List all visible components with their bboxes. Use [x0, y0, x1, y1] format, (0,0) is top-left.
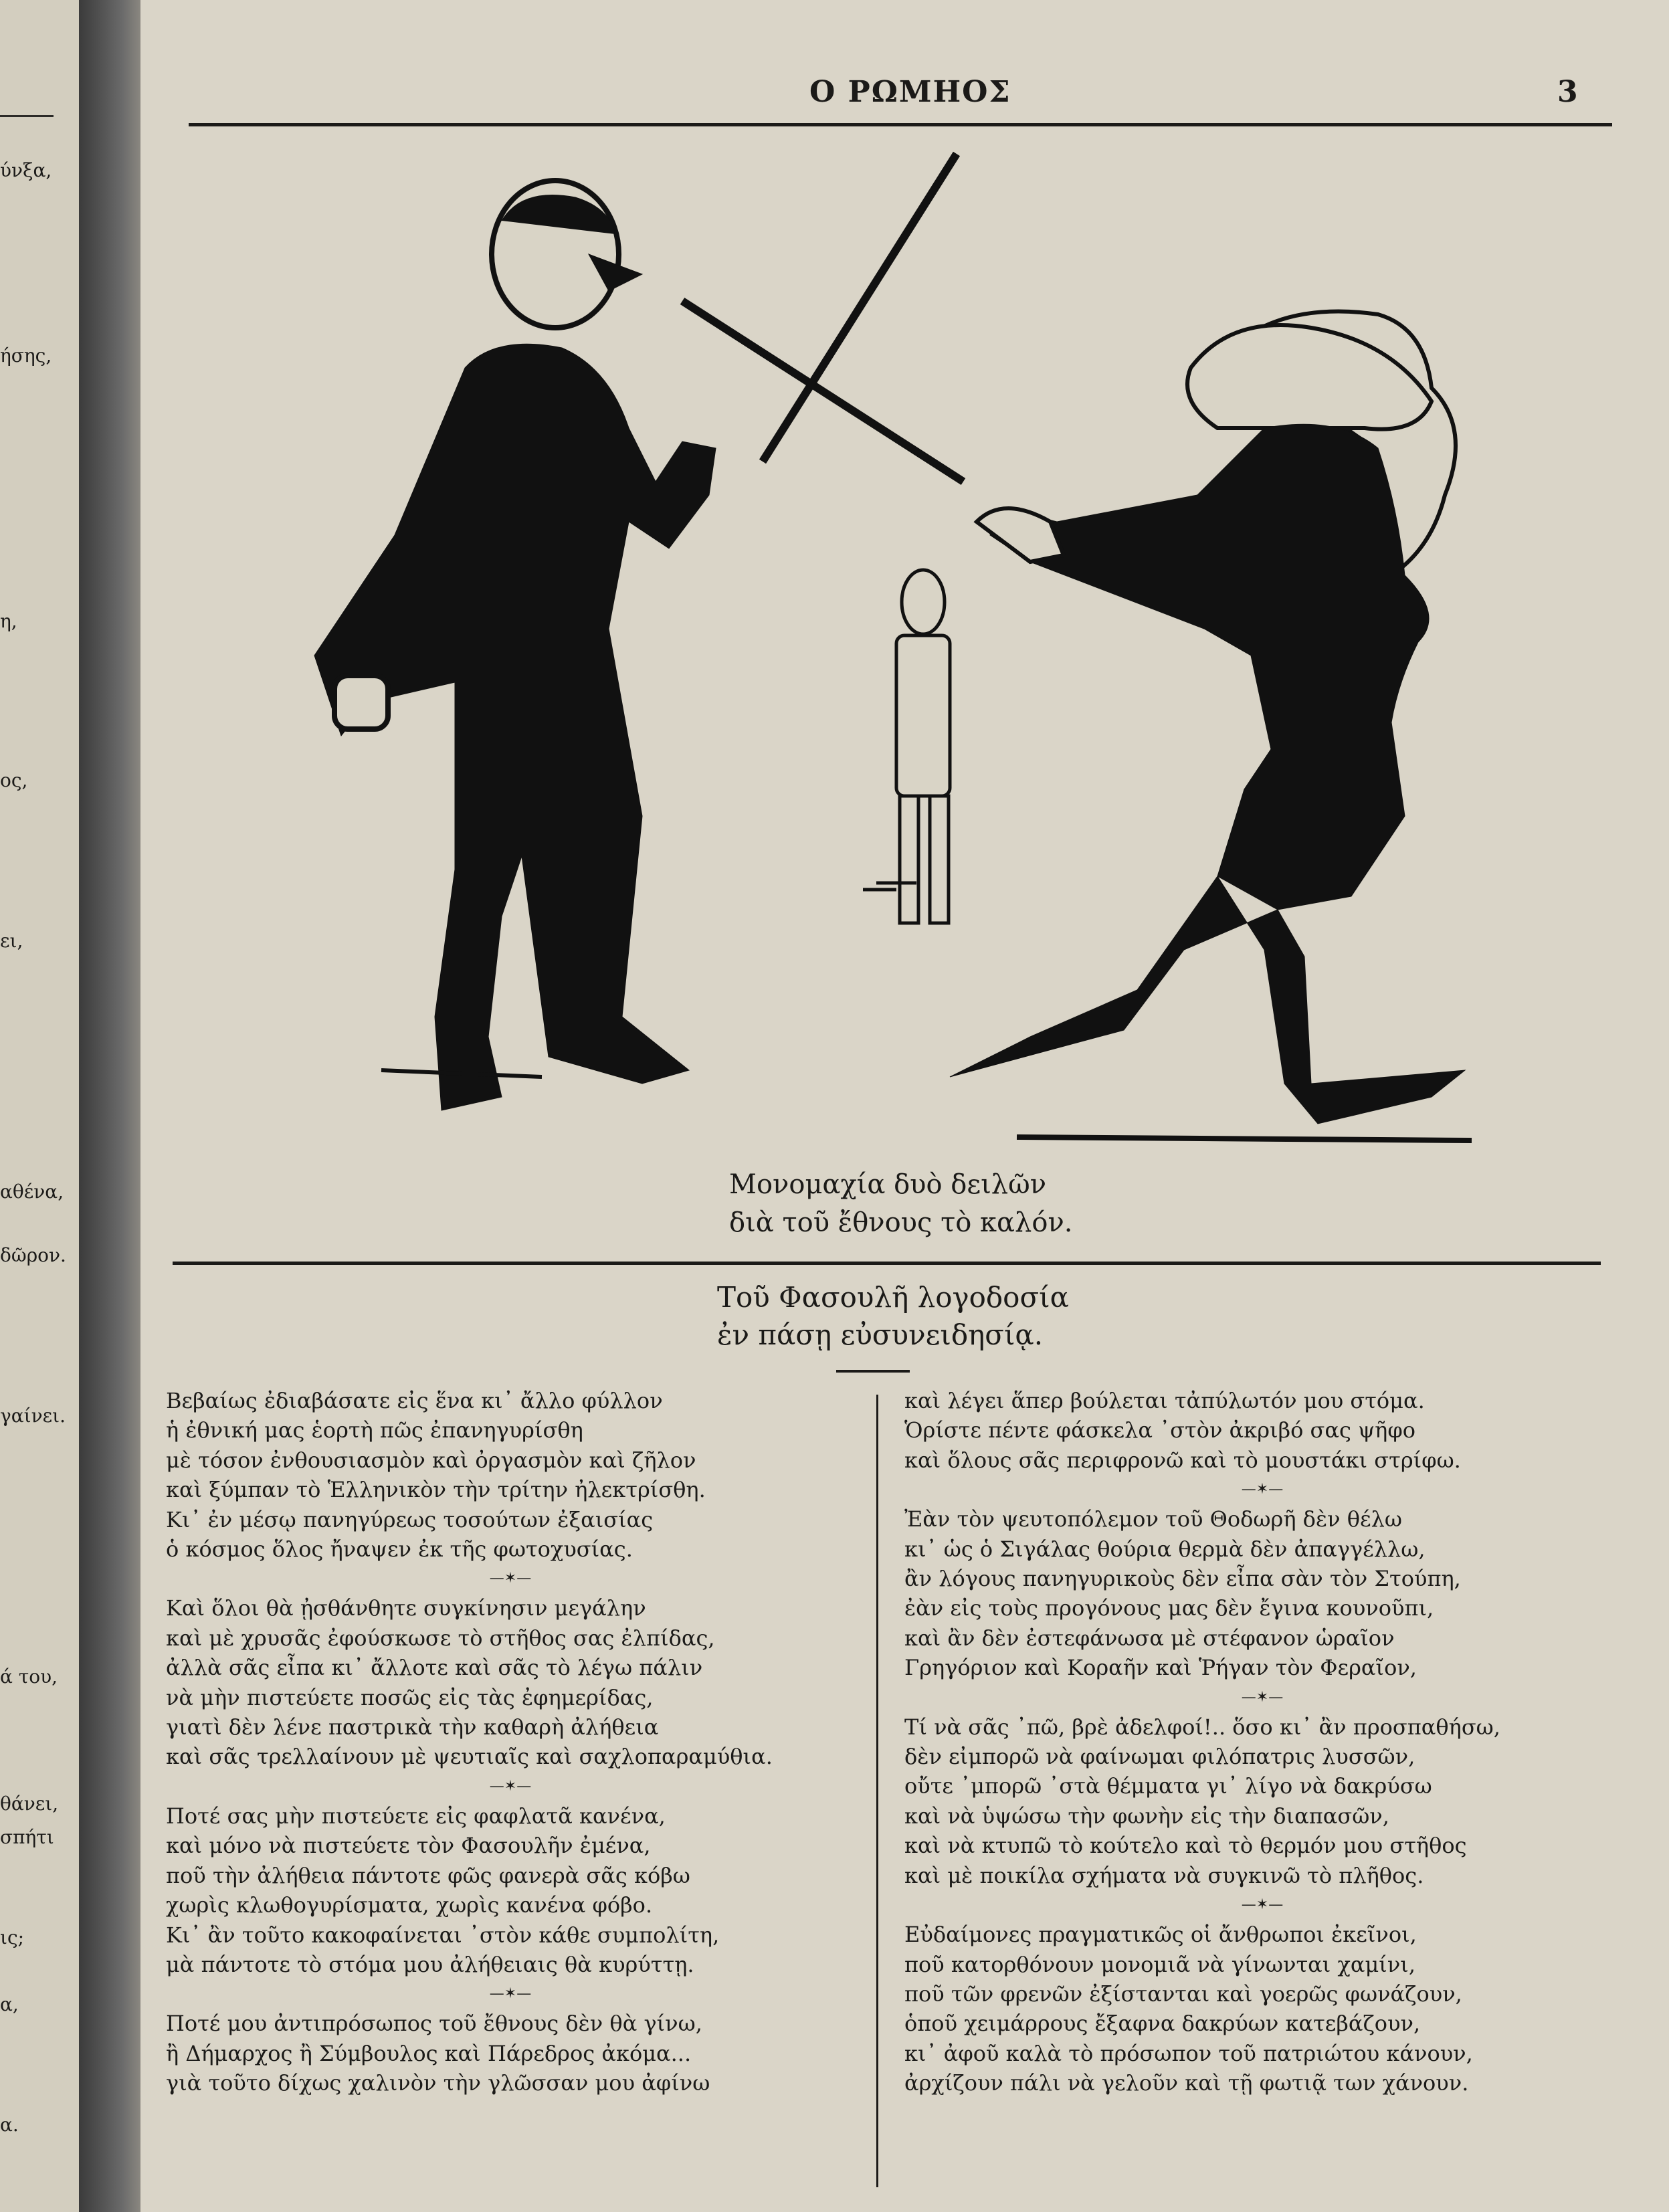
section-rule: [173, 1262, 1601, 1265]
verse-line: Ἐὰν τὸν ψευτοπόλεμον τοῦ Θοδωρῆ δὲν θέλω: [904, 1506, 1402, 1532]
verse-line: καὶ ἂν δὲν ἐστεφάνωσα μὲ στέφανον ὡραῖον: [904, 1625, 1395, 1651]
verse-line: καὶ νὰ ὑψώσω τὴν φωνὴν εἰς τὴν διαπασῶν,: [904, 1803, 1389, 1829]
ground-line: [1017, 1137, 1472, 1140]
verse-line: ἐὰν εἰς τοὺς προγόνους μας δὲν ἔγινα κουνοῦπι,: [904, 1595, 1434, 1621]
verse-line: Ὁρίστε πέντε φάσκελα ᾽στὸν ἀκριβό σας ψῆφο: [904, 1417, 1415, 1443]
facing-page-fragment: αθένα,: [0, 1181, 64, 1203]
verse-line: ὁ κόσμος ὅλος ἤναψεν ἐκ τῆς φωτοχυσίας.: [166, 1536, 633, 1563]
verse-line: Εὐδαίμονες πραγματικῶς οἱ ἄνθρωποι ἐκεῖνοι,: [904, 1922, 1417, 1948]
stanza: [166, 1386, 855, 1564]
binding-gutter: [79, 0, 140, 2212]
facing-page-fragment: ύνξα,: [0, 159, 52, 181]
facing-page-fragment: ις;: [0, 1926, 25, 1948]
caricature-illustration: [294, 147, 1512, 1164]
verse-line: Καὶ ὅλοι θὰ ᾐσθάνθητε συγκίνησιν μεγάλην: [166, 1595, 646, 1621]
verse-line: ἂν λόγους πανηγυρικοὺς δὲν εἶπα σὰν τὸν Στούπη,: [904, 1566, 1461, 1592]
verse-line: καὶ μὲ χρυσᾶς ἐφούσκωσε τὸ στῆθος σας ἐλπίδας,: [166, 1625, 715, 1651]
facing-page-fragment: ει,: [0, 930, 23, 952]
verse-line: δὲν εἰμπορῶ νὰ φαίνωμαι φιλόπατρις λυσσῶν,: [904, 1744, 1415, 1770]
left-duelist-figure: [314, 181, 716, 1110]
verse-line: καὶ νὰ κτυπῶ τὸ κούτελο καὶ τὸ θερμόν μου στῆθος: [904, 1833, 1467, 1859]
facing-page-margin: [0, 0, 84, 2212]
header-rule: [189, 123, 1612, 126]
title-short-rule: [836, 1370, 910, 1373]
armored-figure: [863, 570, 950, 923]
poem-right-column: [904, 1386, 1620, 2098]
facing-page-fragment: ος,: [0, 769, 28, 791]
facing-page-fragment: η,: [0, 610, 17, 632]
verse-line: κι᾽ ὡς ὁ Σιγάλας θούρια θερμὰ δὲν ἀπαγγέλλω,: [904, 1536, 1426, 1562]
facing-page-fragment: γαίνει.: [0, 1405, 66, 1427]
stanza-separator: —✶—: [1241, 1896, 1284, 1914]
verse-line: καὶ λέγει ἅπερ βούλεται τἀπύλωτόν μου στόμα.: [904, 1388, 1425, 1413]
facing-page-fragment: δῶρον.: [0, 1244, 66, 1266]
verse-line: Κι᾽ ἐν μέσῳ πανηγύρεως τοσούτων ἐξαισίας: [166, 1506, 654, 1532]
verse-line: καὶ μὲ ποικίλα σχήματα νὰ συγκινῶ τὸ πλῆθος.: [904, 1862, 1424, 1888]
right-sword: [682, 301, 963, 482]
verse-line: Ποτέ σας μὴν πιστεύετε εἰς φαφλατᾶ κανένα,: [166, 1803, 666, 1829]
verse-line: γιατὶ δὲν λένε παστρικὰ τὴν καθαρὴ ἀλήθεια: [166, 1714, 659, 1740]
facing-page-fragment: ά του,: [0, 1666, 58, 1688]
verse-line: Βεβαίως ἐδιαβάσατε εἰς ἕνα κι᾽ ἄλλο φύλλον: [166, 1388, 663, 1413]
verse-line: Κι᾽ ἂν τοῦτο κακοφαίνεται ᾽στὸν κάθε συμπολίτη,: [166, 1922, 720, 1948]
verse-line: καὶ ξύμπαν τὸ Ἑλληνικὸν τὴν τρίτην ἠλεκτρίσθη.: [166, 1477, 706, 1503]
right-duelist-figure: [950, 312, 1465, 1124]
verse-line: γιὰ τοῦτο δίχως χαλινὸν τὴν γλῶσσαν μου ἀφίνω: [166, 2070, 710, 2096]
stanza: [166, 1801, 855, 1979]
stanza-separator: —✶—: [489, 1985, 532, 2003]
verse-line: ποῦ τὴν ἀλήθεια πάντοτε φῶς φανερὰ σᾶς κόβω: [166, 1862, 690, 1888]
stanza-separator: —✶—: [1241, 1688, 1284, 1706]
verse-line: ἀλλὰ σᾶς εἶπα κι᾽ ἄλλοτε καὶ σᾶς τὸ λέγω πάλιν: [166, 1655, 703, 1681]
verse-line: Τί νὰ σᾶς ᾽πῶ, βρὲ ἀδελφοί!.. ὅσο κι᾽ ἂν προσπαθήσω,: [904, 1714, 1500, 1740]
stanza-separator: —✶—: [489, 1777, 532, 1795]
verse-line: Ποτέ μου ἀντιπρόσωπος τοῦ ἔθνους δὲν θὰ γίνω,: [166, 2011, 702, 2037]
verse-line: Γρηγόριον καὶ Κοραῆν καὶ Ῥήγαν τὸν Φεραῖον,: [904, 1655, 1417, 1681]
verse-line: μὰ πάντοτε τὸ στόμα μου ἀλήθειαις θὰ κυρύττῃ.: [166, 1951, 694, 1977]
verse-line: ὁποῦ χειμάρρους ἔξαφνα δακρύων κατεβάζουν,: [904, 2011, 1421, 2037]
poem-title-line1: Τοῦ Φασουλῆ λογοδοσία: [717, 1281, 1069, 1314]
verse-line: ποῦ τῶν φρενῶν ἐξίστανται καὶ γοερῶς φωνάζουν,: [904, 1981, 1462, 2007]
verse-line: ἀρχίζουν πάλι νὰ γελοῦν καὶ τῇ φωτιᾷ των χάνουν.: [904, 2070, 1469, 2096]
verse-line: καὶ σᾶς τρελλαίνουν μὲ ψευτιαῖς καὶ σαχλοπαραμύθια.: [166, 1744, 773, 1770]
poem-left-column: [166, 1386, 855, 2098]
verse-line: καὶ ὅλους σᾶς περιφρονῶ καὶ τὸ μουστάκι στρίφω.: [904, 1447, 1461, 1473]
stanza-separator: —✶—: [1241, 1481, 1284, 1498]
illustration-caption-line1: Μονομαχία δυὸ δειλῶν: [729, 1169, 1047, 1200]
verse-line: καὶ μόνο νὰ πιστεύετε τὸν Φασουλῆν ἐμένα,: [166, 1833, 651, 1859]
verse-line: μὲ τόσον ἐνθουσιασμὸν καὶ ὀργασμὸν καὶ ζῆλον: [166, 1447, 696, 1473]
stanza: [166, 1593, 855, 1771]
facing-page-fragment: θάνει,: [0, 1793, 59, 1815]
page-number: 3: [1557, 75, 1578, 109]
illustration-caption-line2: διὰ τοῦ ἔθνους τὸ καλόν.: [729, 1207, 1073, 1238]
column-divider: [876, 1395, 878, 2187]
stanza: [904, 1504, 1620, 1682]
facing-page-fragment: α,: [0, 1993, 19, 2015]
stanza: [166, 2009, 855, 2098]
verse-line: χωρὶς κλωθογυρίσματα, χωρὶς κανένα φόβο.: [166, 1892, 653, 1918]
stanza: [904, 1386, 1620, 1475]
facing-page-fragment: σπήτι: [0, 1826, 54, 1848]
stanza: [904, 1712, 1620, 1890]
poem-title-line2: ἐν πάσῃ εὐσυνειδησίᾳ.: [717, 1318, 1044, 1351]
verse-line: νὰ μὴν πιστεύετε ποσῶς εἰς τὰς ἐφημερίδας,: [166, 1684, 654, 1710]
stanza: [904, 1920, 1620, 2098]
page-header-title: Ο ΡΩΜΗΟΣ: [809, 75, 1011, 109]
verse-line: ἡ ἐθνική μας ἑορτὴ πῶς ἐπανηγυρίσθη: [166, 1417, 583, 1443]
facing-page-fragment: α.: [0, 2114, 19, 2136]
verse-line: κι᾽ ἀφοῦ καλὰ τὸ πρόσωπον τοῦ πατριώτου κάνουν,: [904, 2040, 1473, 2066]
stanza-separator: —✶—: [489, 1570, 532, 1587]
verse-line: ἢ Δήμαρχος ἢ Σύμβουλος καὶ Πάρεδρος ἀκόμα...: [166, 2040, 692, 2066]
facing-page-fragment: ήσης,: [0, 344, 52, 367]
facing-page-rule: [0, 115, 54, 117]
verse-line: οὔτε ᾽μπορῶ ᾽στὰ θέμματα γι᾽ λίγο νὰ δακρύσω: [904, 1773, 1432, 1799]
verse-line: ποῦ κατορθόνουν μονομιᾶ νὰ γίνωνται χαμίνι,: [904, 1951, 1415, 1977]
